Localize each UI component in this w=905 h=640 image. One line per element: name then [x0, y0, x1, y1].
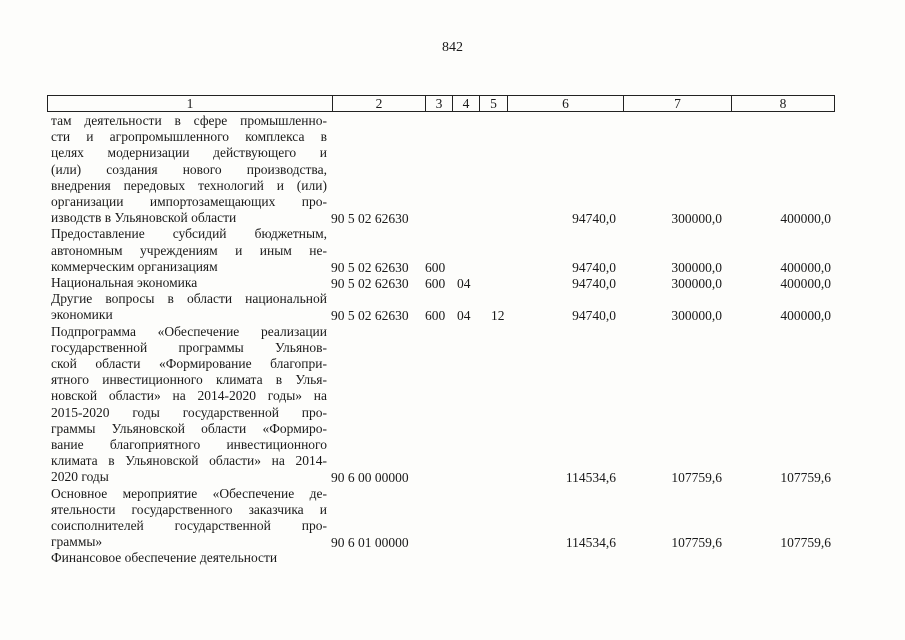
cell-vr: 600 — [425, 259, 446, 275]
row-description — [51, 486, 327, 551]
cell-v2015: 94740,0 — [572, 308, 616, 324]
row-description — [51, 226, 327, 275]
description-line: Финансовое обеспечение деятельности — [51, 550, 278, 566]
description-line: Национальная экономика — [51, 275, 198, 290]
cell-csr: 90 5 02 62630 — [331, 259, 409, 275]
description-line: новской области» на 2014-2020 годы» на — [51, 388, 327, 404]
description-line: Другие вопросы в области национальной — [51, 291, 327, 307]
description-line: Основное мероприятие «Обеспечение де- — [51, 485, 327, 501]
description-line: ской области «Формирование благопри- — [51, 355, 327, 371]
description-line: организации импортозамещающих про- — [51, 193, 327, 209]
row-description — [51, 550, 327, 566]
cell-pr: 12 — [491, 308, 505, 324]
header-col-3: 3 — [426, 96, 453, 111]
header-col-6: 6 — [508, 96, 624, 111]
row-description — [51, 275, 327, 291]
cell-vr: 600 — [425, 276, 446, 291]
cell-csr: 90 6 01 00000 — [331, 535, 409, 551]
description-line: 2020 годы — [51, 469, 109, 485]
row-description — [51, 291, 327, 323]
page-number: 842 — [442, 40, 463, 55]
description-line: граммы Ульяновской области «Формиро- — [51, 420, 327, 436]
description-line: Подпрограмма «Обеспечение реализации — [51, 323, 327, 339]
cell-v2017: 107759,6 — [780, 535, 831, 551]
cell-v2015: 114534,6 — [565, 470, 616, 486]
cell-v2016: 107759,6 — [671, 470, 722, 486]
cell-v2015: 94740,0 — [572, 259, 616, 275]
cell-rz: 04 — [457, 308, 471, 324]
cell-v2016: 300000,0 — [671, 211, 722, 227]
description-line: климата в Ульяновской области» на 2014- — [51, 453, 327, 469]
cell-v2017: 400000,0 — [780, 211, 831, 227]
header-col-5: 5 — [480, 96, 508, 111]
cell-csr: 90 5 02 62630 — [331, 308, 409, 324]
description-line: соисполнителей государственной про- — [51, 517, 327, 533]
description-line: изводств в Ульяновской области — [51, 210, 237, 226]
description-line: ятного инвестиционного климата в Улья- — [51, 372, 327, 388]
cell-v2017: 400000,0 — [780, 259, 831, 275]
description-line: внедрения передовых технологий и (или) — [51, 177, 327, 193]
table-header-row — [47, 95, 835, 112]
cell-csr: 90 6 00 00000 — [331, 470, 409, 486]
cell-rz: 04 — [457, 276, 471, 291]
header-col-1: 1 — [48, 96, 333, 111]
description-line: сти и агропромышленного комплекса в — [51, 129, 327, 145]
cell-csr: 90 5 02 62630 — [331, 211, 409, 227]
header-col-8: 8 — [779, 96, 787, 111]
cell-v2016: 300000,0 — [671, 308, 722, 324]
header-col-2: 2 — [333, 96, 426, 111]
row-description — [51, 113, 327, 226]
cell-v2015: 94740,0 — [572, 211, 616, 227]
header-col-7: 7 — [624, 96, 732, 111]
cell-v2016: 300000,0 — [671, 276, 722, 291]
cell-v2017: 400000,0 — [780, 308, 831, 324]
description-line: Предоставление субсидий бюджетным, — [51, 226, 327, 242]
description-line: (или) создания нового производства, — [51, 161, 327, 177]
description-line: автономным учреждениям и иным не- — [51, 242, 327, 258]
cell-v2015: 94740,0 — [572, 276, 616, 291]
cell-v2017: 400000,0 — [780, 276, 831, 291]
description-line: 2015-2020 годы государственной про- — [51, 404, 327, 420]
description-line: государственной программы Ульянов- — [51, 339, 327, 355]
description-line: вание благоприятного инвестиционного — [51, 436, 327, 452]
description-line: коммерческим организациям — [51, 258, 218, 274]
cell-v2016: 107759,6 — [671, 535, 722, 551]
cell-csr: 90 5 02 62630 — [331, 276, 409, 291]
description-line: целях модернизации действующего и — [51, 145, 327, 161]
description-line: граммы» — [51, 534, 103, 550]
cell-vr: 600 — [425, 308, 446, 324]
row-description — [51, 324, 327, 486]
cell-v2015: 114534,6 — [565, 535, 616, 551]
header-col-4: 4 — [453, 96, 480, 111]
cell-v2016: 300000,0 — [671, 259, 722, 275]
description-line: экономики — [51, 307, 113, 323]
description-line: ятельности государственного заказчика и — [51, 501, 327, 517]
cell-v2017: 107759,6 — [780, 470, 831, 486]
description-line: там деятельности в сфере промышленно- — [51, 113, 327, 128]
